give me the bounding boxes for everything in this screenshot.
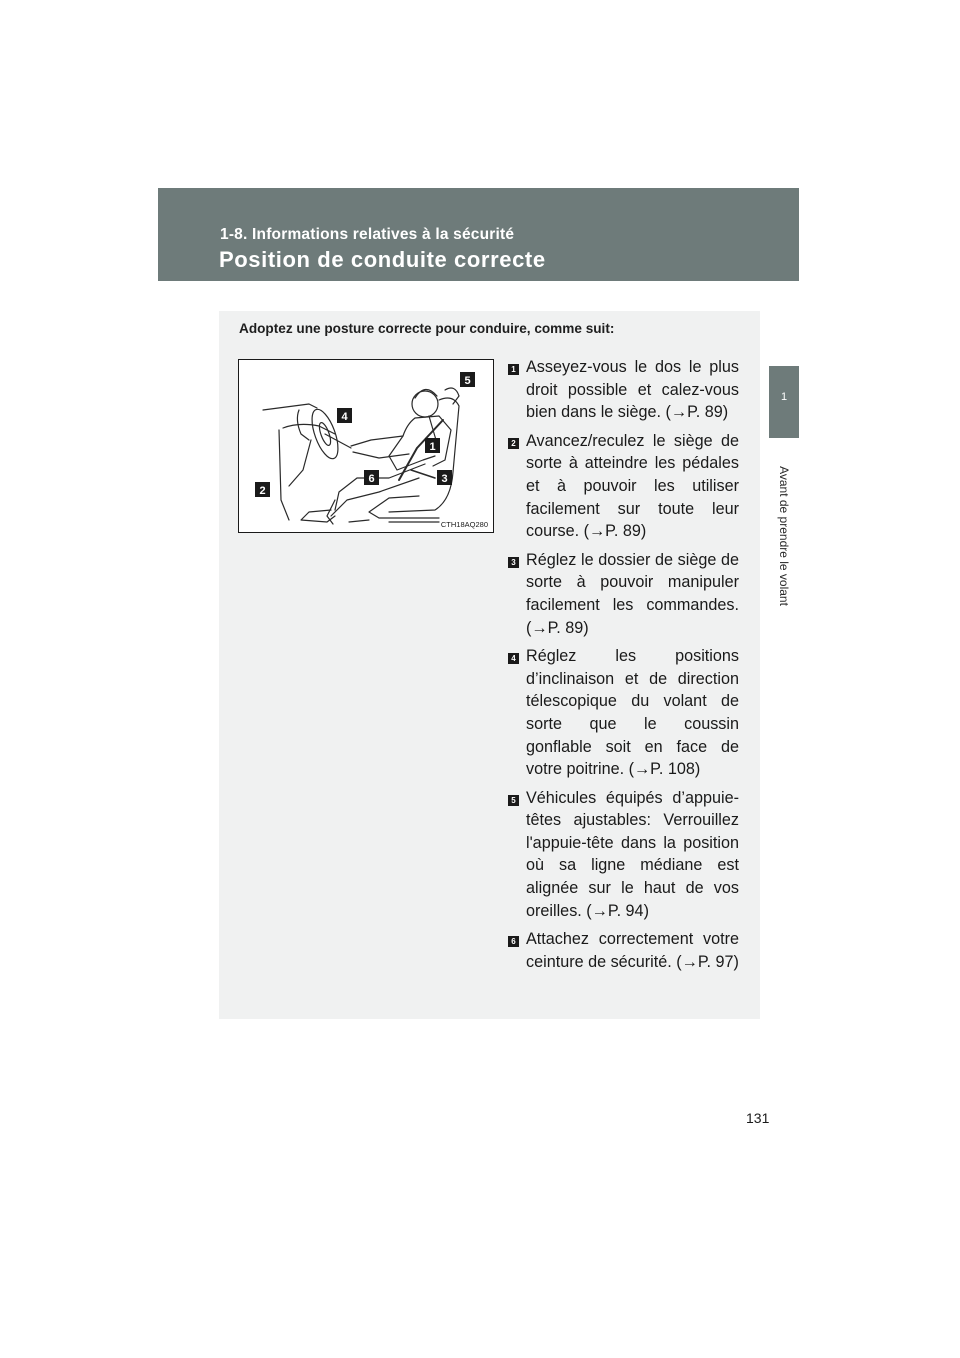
step-number-badge: 4 [508,653,519,664]
step-item [507,787,739,923]
callout-2: 2 [259,485,266,497]
chapter-tab-number: 1 [780,391,788,403]
step-text: Réglez le dossier de siège de sorte à pouvoir manipuler facilement les commandes. (→P. 89) [526,550,739,637]
step-text: Réglez les positions d’inclinaison et de direction télescopique du volant de sorte que le coussin gonflable soit en face de votre poitrine. (→P. 108) [526,647,739,779]
step-number-badge: 2 [508,438,519,449]
figure-code: CTH18AQ280 [440,520,488,529]
step-item [507,356,739,424]
step-number-badge: 3 [508,557,519,568]
page-title: Position de conduite correcte [219,247,546,272]
step-text: Asseyez-vous le dos le plus droit possible et calez-vous bien dans le siège. (→P. 89) [526,358,739,422]
callout-3: 3 [441,473,448,485]
chapter-tab [769,366,799,438]
driver-seat-drawing [239,360,493,532]
section-label: 1-8. Informations relatives à la sécurité [220,226,515,243]
step-number-badge: 6 [508,936,519,947]
step-text: Véhicules équipés d’appuie-têtes ajustables: Verrouillez l'appuie-tête dans la position où sa ligne médiane est alignée sur le haut de vos oreilles. (→P. 94) [526,788,739,920]
driving-position-illustration [238,359,494,533]
page-number: 131 [746,1110,770,1126]
chapter-header [158,188,799,281]
chapter-tab-label: Avant de prendre le volant [777,466,791,606]
step-item [507,430,739,543]
callout-4: 4 [341,411,348,423]
figure-callouts [255,372,475,497]
step-text: Attachez correctement votre ceinture de sécurité. (→P. 97) [526,930,739,971]
callout-1: 1 [429,441,436,453]
step-item [507,928,739,973]
intro-text: Adoptez une posture correcte pour conduire, comme suit: [239,321,615,336]
step-number-badge: 5 [508,795,519,806]
callout-6: 6 [368,473,375,485]
callout-5: 5 [464,375,471,387]
step-list [507,356,739,979]
content-box [219,311,760,1019]
step-item [507,549,739,639]
step-item [507,645,739,781]
step-number-badge: 1 [508,364,519,375]
step-text: Avancez/reculez le siège de sorte à atteindre les pédales et à pouvoir les utiliser facilement sur toute leur course. (→P. 89) [526,431,739,541]
